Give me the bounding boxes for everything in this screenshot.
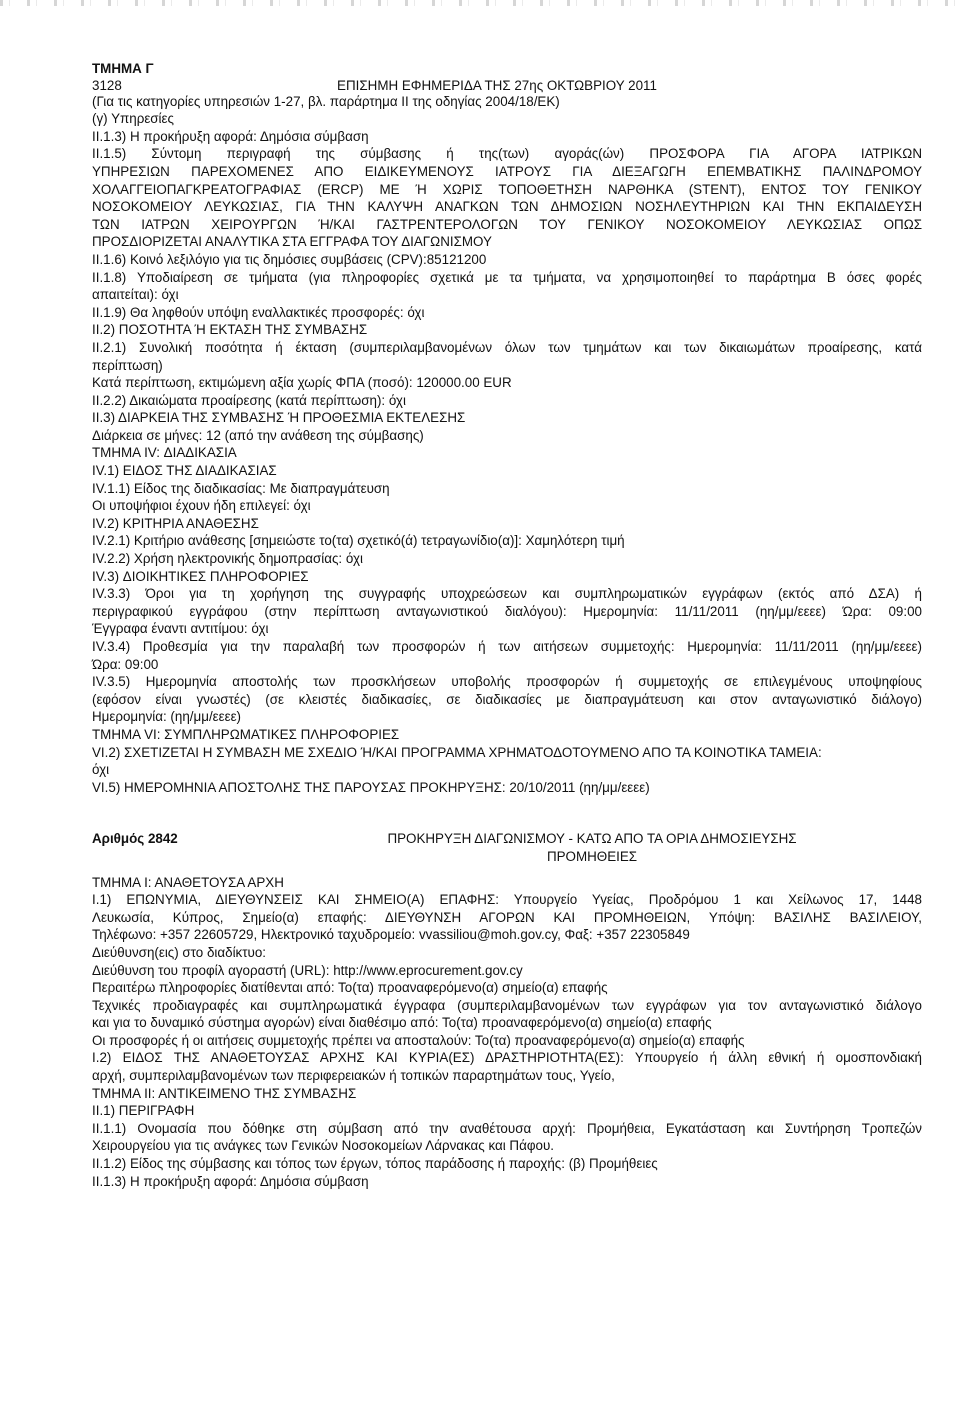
- text-line: IV.2) ΚΡΙΤΗΡΙΑ ΑΝΑΘΕΣΗΣ: [92, 515, 259, 531]
- notice-title-line-1: ΠΡΟΚΗΡΥΞΗ ΔΙΑΓΩΝΙΣΜΟΥ - ΚΑΤΩ ΑΠΟ ΤΑ ΟΡΙΑ ΔΗΜΟΣΙΕΥΣΗΣ: [387, 831, 797, 847]
- page-number: 3128: [92, 77, 122, 93]
- text-line: Λευκωσία, Κύπρος, Σημείο(α) επαφής: ΔΙΕΥΘΥΝΣΗ ΑΓΟΡΩΝ ΚΑΙ ΠΡΟΜΗΘΕΙΩΝ, Υπόψη: ΒΑΣΙΛΗΣ ΒΑΣΙΛΕΙΟΥ,: [92, 909, 922, 925]
- text-line: VI.2) ΣΧΕΤΙΖΕΤΑΙ Η ΣΥΜΒΑΣΗ ΜΕ ΣΧΕΔΙΟ Ή/ΚΑΙ ΠΡΟΓΡΑΜΜΑ ΧΡΗΜΑΤΟΔΟΤΟΥΜΕΝΟ ΑΠΟ ΤΑ ΚΟΙΝΟΤΙΚΑ ΤΑΜΕΙΑ:: [92, 744, 822, 760]
- publication-title: ΕΠΙΣΗΜΗ ΕΦΗΜΕΡΙΔΑ ΤΗΣ 27ης ΟΚΤΩΒΡΙΟΥ 2011: [337, 77, 657, 93]
- text-line: ΙΙ.3) ΔΙΑΡΚΕΙΑ ΤΗΣ ΣΥΜΒΑΣΗΣ Ή ΠΡΟΘΕΣΜΙΑ ΕΚΤΕΛΕΣΗΣ: [92, 410, 466, 426]
- text-line: ΙΙ.2) ΠΟΣΟΤΗΤΑ Ή ΕΚΤΑΣΗ ΤΗΣ ΣΥΜΒΑΣΗΣ: [92, 322, 368, 338]
- text-line: IV.3.4) Προθεσμία για την παραλαβή των προσφορών ή των αιτήσεων συμμετοχής: Ημερομηνία: 11/11/2011 (ηη/μμ/εεεε): [92, 639, 922, 654]
- text-line: IV.3.5) Ημερομηνία αποστολής των προσκλήσεων υποβολής προσφορών ή συμμετοχής σε επιλεγμένους υποψηφίους: [92, 674, 922, 690]
- text-line: Χειρουργείου για τις ανάγκες των Γενικών Νοσοκομείων Λάρνακας και Πάφου.: [92, 1138, 555, 1154]
- text-line: ΙΙ.2.2) Δικαιώματα προαίρεσης (κατά περίπτωση): όχι: [92, 392, 406, 408]
- text-line: Οι υποψήφιοι έχουν ήδη επιλεγεί: όχι: [92, 498, 311, 514]
- text-line: ΠΡΟΣΔΙΟΡΙΖΕΤΑΙ ΑΝΑΛΥΤΙΚΑ ΣΤΑ ΕΓΓΡΑΦΑ ΤΟΥ ΔΙΑΓΩΝΙΣΜΟΥ: [92, 234, 492, 250]
- text-line: ΤΜΗΜΑ ΙΙ: ΑΝΤΙΚΕΙΜΕΝΟ ΤΗΣ ΣΥΜΒΑΣΗΣ: [92, 1085, 357, 1101]
- text-line: Ι.2) ΕΙΔΟΣ ΤΗΣ ΑΝΑΘΕΤΟΥΣΑΣ ΑΡΧΗΣ ΚΑΙ ΚΥΡΙΑ(ΕΣ) ΔΡΑΣΤΗΡΙΟΤΗΤΑ(ΕΣ): Υπουργείο ή άλλη εθνική ή ομοσπονδιακή: [92, 1050, 922, 1066]
- text-line: Ημερομηνία: (ηη/μμ/εεεε): [92, 709, 241, 725]
- notice-number: Αριθμός 2842: [92, 831, 178, 847]
- text-line: (γ) Υπηρεσίες: [92, 111, 174, 127]
- text-line: IV.1) ΕΙΔΟΣ ΤΗΣ ΔΙΑΔΙΚΑΣΙΑΣ: [92, 463, 277, 479]
- text-line: περιγραφικού εγγράφου (στην περίπτωση ανταγωνιστικού διαλόγου): Ημερομηνία: 11/11/2011 (ηη/μμ/εεεε) Ώρα: 09:00: [92, 603, 922, 619]
- text-line: Διεύθυνση(εις) στο διαδίκτυο:: [92, 944, 267, 960]
- text-line: απαιτείται): όχι: [92, 287, 179, 303]
- text-line: (Για τις κατηγορίες υπηρεσιών 1-27, βλ. παράρτημα ΙΙ της οδηγίας 2004/18/ΕΚ): [92, 93, 560, 109]
- notice-title: [262, 830, 922, 865]
- text-line: VI.5) ΗΜΕΡΟΜΗΝΙΑ ΑΠΟΣΤΟΛΗΣ ΤΗΣ ΠΑΡΟΥΣΑΣ ΠΡΟΚΗΡΥΞΗΣ: 20/10/2011 (ηη/μμ/εεεε): [92, 779, 650, 795]
- text-line: ΤΜΗΜΑ VI: ΣΥΜΠΛΗΡΩΜΑΤΙΚΕΣ ΠΛΗΡΟΦΟΡΙΕΣ: [92, 726, 400, 742]
- text-line: ΙΙ.1.1) Ονομασία που δόθηκε στη σύμβαση από την αναθέτουσα αρχή: Προμήθεια, Εγκατάσταση και Συντήρηση Τροπεζών: [92, 1120, 922, 1136]
- second-notice-header: [92, 830, 922, 865]
- text-line: Τηλέφωνο: +357 22605729, Ηλεκτρονικό ταχυδρομείο: vvassiliou@moh.gov.cy, Φαξ: +357 22305849: [92, 927, 690, 943]
- first-notice-body: [92, 93, 922, 797]
- text-line: IV.2.1) Κριτήριο ανάθεσης [σημειώστε το(τα) σχετικό(ά) τετραγωνίδιο(α)]: Χαμηλότερη τιμή: [92, 533, 625, 549]
- text-line: αρχή, συμπεριλαμβανομένων των περιφερειακών ή τοπικών παραρτημάτων τους, Υγείο,: [92, 1068, 615, 1084]
- section-label: ΤΜΗΜΑ Γ: [92, 61, 154, 76]
- text-line: περίπτωση): [92, 357, 163, 373]
- text-line: IV.3.3) Όροι για τη χορήγηση της συγγραφής υποχρεώσεων και συμπληρωματικών εγγράφων (εκτός από ΔΣΑ) ή: [92, 586, 922, 602]
- text-line: ΤΜΗΜΑ IV: ΔΙΑΔΙΚΑΣΙΑ: [92, 445, 237, 461]
- text-line: IV.3) ΔΙΟΙΚΗΤΙΚΕΣ ΠΛΗΡΟΦΟΡΙΕΣ: [92, 568, 309, 584]
- text-line: ΝΟΣΟΚΟΜΕΙΟΥ ΛΕΥΚΩΣΙΑΣ, ΓΙΑ ΤΗΝ ΚΑΛΥΨΗ ΑΝΑΓΚΩΝ ΤΩΝ ΔΗΜΟΣΙΩΝ ΝΟΣΗΛΕΥΤΗΡΙΩΝ ΚΑΙ ΤΗΝ ΕΚΠΑΙΔΕΥΣΗ: [92, 199, 922, 215]
- text-line: Κατά περίπτωση, εκτιμώμενη αξία χωρίς ΦΠΑ (ποσό): 120000.00 EUR: [92, 375, 512, 391]
- text-line: ΤΩΝ ΙΑΤΡΩΝ ΧΕΙΡΟΥΡΓΩΝ Ή/ΚΑΙ ΓΑΣΤΡΕΝΤΕΡΟΛΟΓΩΝ ΤΟΥ ΓΕΝΙΚΟΥ ΝΟΣΟΚΟΜΕΙΟΥ ΛΕΥΚΩΣΙΑΣ ΟΠΩΣ: [92, 216, 922, 232]
- text-line: ΙΙ.1.5) Σύντομη περιγραφή της σύμβασης ή της(των) αγοράς(ών) ΠΡΟΣΦΟΡΑ ΓΙΑ ΑΓΟΡΑ ΙΑΤΡΙΚΩΝ: [92, 146, 922, 162]
- text-line: ΙΙ.1.6) Κοινό λεξιλόγιο για τις δημόσιες συμβάσεις (CPV):85121200: [92, 251, 487, 267]
- text-line: ΙΙ.1.9) Θα ληφθούν υπόψη εναλλακτικές προσφορές: όχι: [92, 304, 425, 320]
- text-line: IV.2.2) Χρήση ηλεκτρονικής δημοπρασίας: όχι: [92, 551, 363, 567]
- text-line: ΙΙ.1.3) Η προκήρυξη αφορά: Δημόσια σύμβαση: [92, 1173, 369, 1189]
- notice-title-line-2: ΠΡΟΜΗΘΕΙΕΣ: [546, 848, 638, 864]
- text-line: και για το δυναμικό σύστημα αγορών) είναι διαθέσιμο από: Το(τα) προαναφερόμενο(α) σημείο(α) επαφής: [92, 1015, 712, 1031]
- second-notice-body: [92, 874, 922, 1191]
- text-line: ΥΠΗΡΕΣΙΩΝ ΠΑΡΕΧΟΜΕΝΕΣ ΑΠΟ ΕΙΔΙΚΕΥΜΕΝΟΥΣ ΙΑΤΡΟΥΣ ΓΙΑ ΔΙΕΞΑΓΩΓΗ ΕΠΕΜΒΑΤΙΚΗΣ ΠΑΛΙΝΔΡΟΜΟΥ: [92, 163, 922, 179]
- text-line: ΧΟΛΑΓΓΕΙΟΠΑΓΚΡΕΑΤΟΓΡΑΦΙΑΣ (ERCP) ΜΕ Ή ΧΩΡΙΣ ΤΟΠΟΘΕΤΗΣΗ ΝΑΡΘΗΚΑ (STENT), ΕΝΤΟΣ ΤΟΥ ΓΕΝΙΚΟΥ: [92, 181, 922, 197]
- text-line: ΤΜΗΜΑ Ι: ΑΝΑΘΕΤΟΥΣΑ ΑΡΧΗ: [92, 874, 284, 890]
- text-line: (εφόσον είναι γνωστές) (σε κλειστές διαδικασίες, σε διαδικασίες με διαπραγμάτευση και στον ανταγωνιστικό διάλογο): [92, 691, 922, 707]
- text-line: Έγγραφα έναντι αντιτίμου: όχι: [92, 621, 269, 637]
- text-line: Διάρκεια σε μήνες: 12 (από την ανάθεση της σύμβασης): [92, 427, 424, 443]
- scan-artifact-line: [0, 0, 960, 6]
- text-line: ΙΙ.1) ΠΕΡΙΓΡΑΦΗ: [92, 1103, 195, 1119]
- text-line: όχι: [92, 762, 110, 778]
- text-line: Περαιτέρω πληροφορίες διατίθενται από: Το(τα) προαναφερόμενο(α) σημείο(α) επαφής: [92, 980, 608, 996]
- text-line: Ώρα: 09:00: [92, 656, 159, 672]
- page-content: [92, 60, 922, 1190]
- text-line: Ι.1) ΕΠΩΝΥΜΙΑ, ΔΙΕΥΘΥΝΣΕΙΣ ΚΑΙ ΣΗΜΕΙΟ(Α) ΕΠΑΦΗΣ: Υπουργείο Υγείας, Προδρόμου 1 και Χείλωνος 17, 1448: [92, 892, 922, 908]
- text-line: ΙΙ.1.3) Η προκήρυξη αφορά: Δημόσια σύμβαση: [92, 128, 369, 144]
- text-line: ΙΙ.2.1) Συνολική ποσότητα ή έκταση (συμπεριλαμβανομένων όλων των τμημάτων και των δικαιωμάτων προαίρεσης, κατά: [92, 339, 922, 355]
- page-header: [92, 78, 922, 93]
- text-line: Τεχνικές προδιαγραφές και συμπληρωματικά έγγραφα (συμπεριλαμβανομένων των εγγράφων για τον ανταγωνιστικό διάλογο: [92, 997, 922, 1013]
- text-line: Διεύθυνση του προφίλ αγοραστή (URL): http://www.eprocurement.gov.cy: [92, 962, 523, 978]
- text-line: ΙΙ.1.8) Υποδιαίρεση σε τμήματα (για πληροφορίες σχετικά με τα τμήματα, να χρησιμοποιηθεί το παράρτημα Β όσες φορές: [92, 269, 922, 285]
- text-line: IV.1.1) Είδος της διαδικασίας: Με διαπραγμάτευση: [92, 480, 390, 496]
- text-line: Οι προσφορές ή οι αιτήσεις συμμετοχής πρέπει να αποσταλούν: Το(τα) προαναφερόμενο(α) σημείο(α) επαφής: [92, 1032, 745, 1048]
- text-line: ΙΙ.1.2) Είδος της σύμβασης και τόπος των έργων, τόπος παράδοσης ή παροχής: (β) Προμήθειες: [92, 1156, 658, 1172]
